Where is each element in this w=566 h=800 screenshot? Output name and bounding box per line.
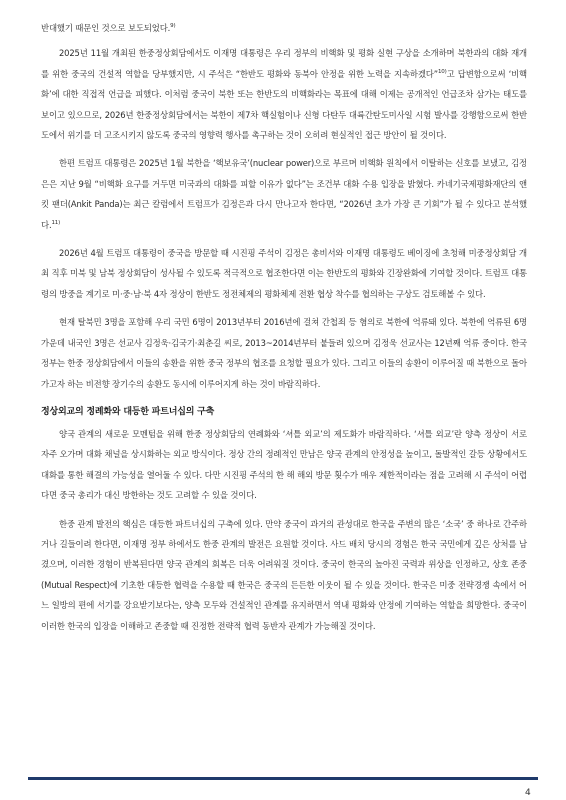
paragraph-text: 반대했기 때문인 것으로 보도되었다.: [41, 23, 171, 33]
footnote-ref-9: 9): [170, 23, 176, 29]
paragraph-text: 2025년 11월 개최된 한중정상회담에서도 이재명 대통령은 우리 정부의 비핵화 및 평화 실현 구상을 소개하며 북한과의 대화 재개를 위한 중국의 건설적 역할을 당부했지만, 시 주석은 “한반도 평화와 동북아 안정을 위한 노력을 지속하겠다”: [41, 48, 527, 79]
paragraph-shuttle-diplomacy: 양국 관계의 새로운 모멘텀을 위해 한중 정상회담의 연례화와 ‘셔틀 외교’의 제도화가 바람직하다. ‘셔틀 외교’란 양측 정상이 서로 자주 오가며 대화 채널을 상시화하는 외교 방식이다. 정상 간의 정례적인 만남은 양국 관계의 안정성을 높이고, 돌발적인 갈등 상황에서도 대화를 통한 해결의 가능성을 열어둘 수 있다. 다만 시진핑 주석의 한 해 해외 방문 횟수가 매우 제한적이라는 점을 고려해 시 주석이 어렵다면 중국 총리가 대신 방한하는 것도 고려할 수 있을 것이다.: [41, 428, 527, 501]
paragraph-continued: [41, 18, 527, 38]
section-heading: 정상외교의 정례화와 대등한 파트너십의 구축: [41, 406, 215, 417]
paragraph-text: 한편 트럼프 대통령은 2025년 1월 북한을 ‘핵보유국’(nuclear power)으로 부르며 비핵화 원칙에서 이탈하는 신호를 보냈고, 김정은은 지난 9월 “비핵화 요구를 거두면 미국과의 대화를 피할 이유가 없다”는 조건부 대화 수용 입장을 밝혔다. 카네기국제평화재단의 앤킷 팬더(Ankit Panda)는 최근 칼럼에서 트럼프가 김정은과 다시 만나고자 한다면, “2026년 초가 가장 큰 기회”가 될 수 있다고 분석했다.: [41, 158, 527, 230]
document-body: [41, 18, 527, 644]
paragraph-detainees: 현재 탈북민 3명을 포함해 우리 국민 6명이 2013년부터 2016년에 걸쳐 간첩죄 등 혐의로 북한에 억류돼 있다. 북한에 억류된 6명 가운데 내국인 3명은 선교사 김정욱·김국기·최춘길 씨로, 2013~2014년부터 붙들려 있으며 김정욱 선교사는 12년째 억류 중이다. 한국 정부는 한중 정상회담에서 이들의 송환을 위한 중국 정부의 협조를 요청할 필요가 있다. 그리고 이들의 송환이 이루어질 때 북한으로 돌아가고자 하는 비전향 장기수의 송환도 동시에 이루어지게 하는 것이 바람직하다.: [41, 317, 527, 389]
paragraph-trump-visit: 2026년 4월 트럼프 대통령이 중국을 방문할 때 시진핑 주석이 김정은 총비서와 이재명 대통령도 베이징에 초청해 미중정상회담 개최 직후 미북 및 남북 정상회담이 성사될 수 있도록 적극적으로 협조한다면 이는 한반도의 평화와 긴장완화에 기여할 것이다. 트럼프 대통령의 방중을 계기로 미·중·남·북 4자 정상이 한반도 정전체제의 평화체제 전환 협상 착수를 협의하는 구상도 검토해볼 수 있다.: [41, 248, 527, 299]
paragraph-summit-2025: [41, 43, 527, 145]
page-number: 4: [525, 788, 531, 798]
paragraph-partnership: 한중 관계 발전의 핵심은 대등한 파트너십의 구축에 있다. 만약 중국이 과거의 관성대로 한국을 주변의 많은 ‘소국’ 중 하나로 간주하거나 길들이려 한다면, 이재명 정부 하에서도 한중 관계의 발전은 요원할 것이다. 사드 배치 당시의 경험은 한국 국민에게 깊은 상처를 남겼으며, 이러한 경험이 반복된다면 양국 관계의 회복은 더욱 어려워질 것이다. 중국이 한국의 높아진 국력과 위상을 인정하고, 상호 존중(Mutual Respect)에 기초한 대등한 협력을 수용할 때 한국은 중국의 든든한 이웃이 될 수 있을 것이다. 한국은 미중 전략경쟁 속에서 어느 일방의 편에 서기를 강요받기보다는, 양측 모두와 건설적인 관계를 유지하면서 역내 평화와 안정에 기여하는 역할을 희망한다. 중국이 이러한 한국의 입장을 이해하고 존중할 때 진정한 전략적 협력 동반자 관계가 가능해질 것이다.: [41, 518, 527, 631]
footnote-ref-11: 11): [51, 219, 61, 226]
paragraph-text: 고 답변함으로써 ‘비핵화’에 대한 직접적 언급을 피했다. 이처럼 중국이 북한 또는 한반도의 비핵화라는 목표에 대해 이제는 공개적인 언급조차 삼가는 태도를 보이고 있으므로, 2026년 한중정상회담에서는 북한이 제7차 핵실험이나 신형 다탄두 대륙간탄도미사일 시험 발사를 강행함으로써 한반도에서 위기를 더 고조시키지 않도록 중국의 영향력 행사를 촉구하는 것이 오히려 현실적인 접근 방안이 될 것이다.: [41, 68, 527, 141]
paragraph-trump-nuclear: [41, 153, 527, 235]
footer-rule: [28, 777, 538, 780]
footnote-ref-10: 10): [437, 68, 447, 75]
